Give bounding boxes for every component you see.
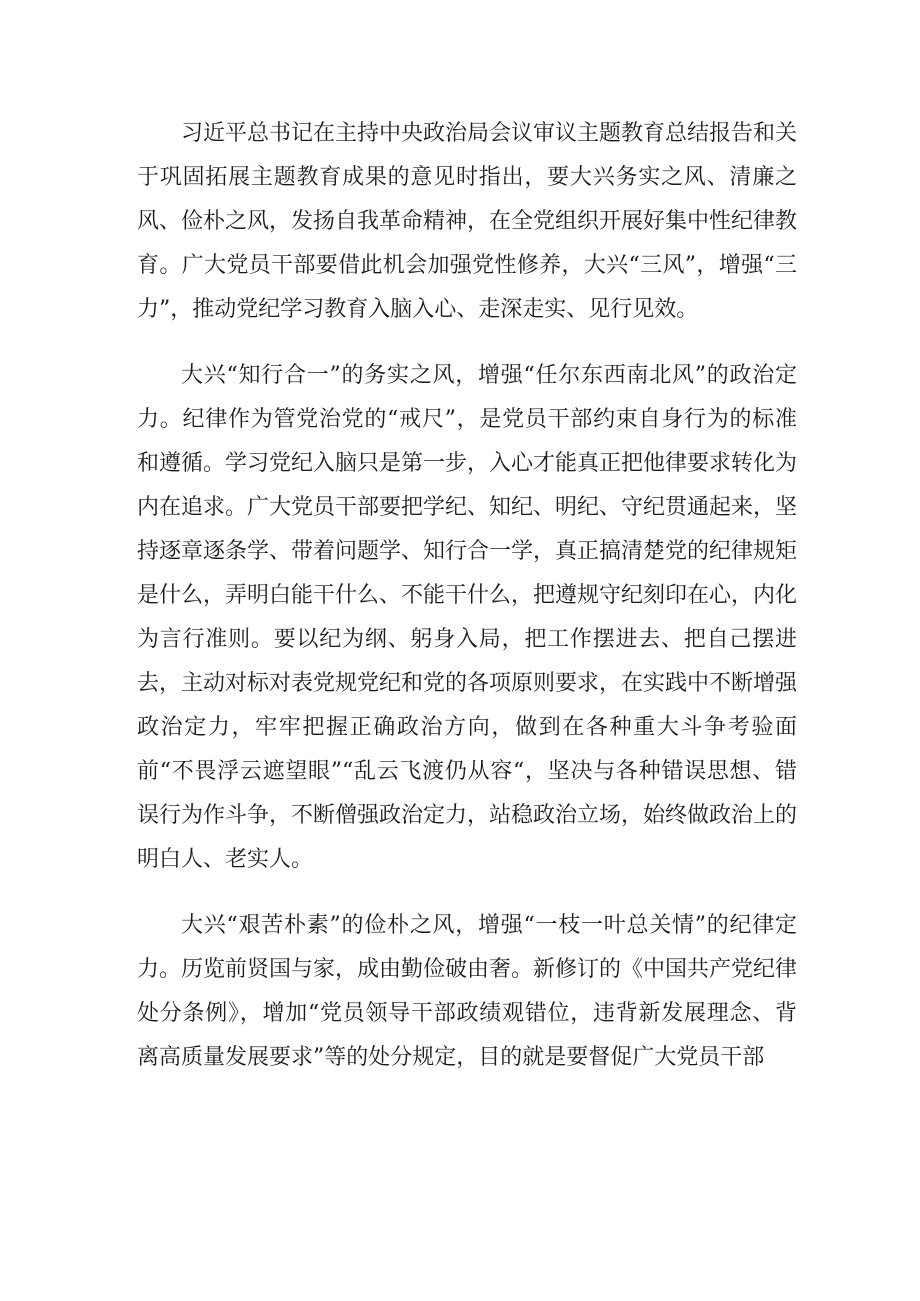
paragraph-pragmatic-style: 大兴“知行合一”的务实之风，增强“任尔东西南北风”的政治定力。纪律作为管党治党的“戒尺”，是党员干部约束自身行为的标准和遵循。学习党纪入脑只是第一步，入心才能真正把他律要求转化为内在追求。广大党员干部要把学纪、知纪、明纪、守纪贯通起来，坚持逐章逐条学、带着问题学、知行合一学，真正搞清楚党的纪律规矩是什么，弄明白能干什么、不能干什么，把遵规守纪刻印在心，内化为言行准则。要以纪为纲、躬身入局，把工作摆进去、把自己摆进去，主动对标对表党规党纪和党的各项原则要求，在实践中不断增强政治定力，牢牢把握正确政治方向，做到在各种重大斗争考验面前“不畏浮云遮望眼”“乱云飞渡仍从容“，坚决与各种错误思想、错误行为作斗争，不断僧强政治定力，站稳政治立场，始终做政治上的明白人、老实人。 (137, 363, 798, 872)
document-body (137, 112, 797, 1080)
paragraph-intro: 习近平总书记在主持中央政治局会议审议主题教育总结报告和关于巩固拓展主题教育成果的意见时指出，要大兴务实之风、清廉之风、俭朴之风，发扬自我革命精神，在全党组织开展好集中性纪律教育。广大党员干部要借此机会加强党性修养，大兴“三风”，增强“三力”，推动党纪学习教育入脑入心、走深走实、见行见效。 (137, 121, 798, 322)
paragraph-frugal-style: 大兴“艰苦朴素”的俭朴之风，增强“一枝一叶总关情”的纪律定力。历览前贤国与家，成由勤俭破由奢。新修订的《中国共产党纪律处分条例》，增加“党员领导干部政绩观错位，违背新发展理念、背离高质量发展要求”等的处分规定，目的就是要督促广大党员干部 (137, 913, 798, 1070)
